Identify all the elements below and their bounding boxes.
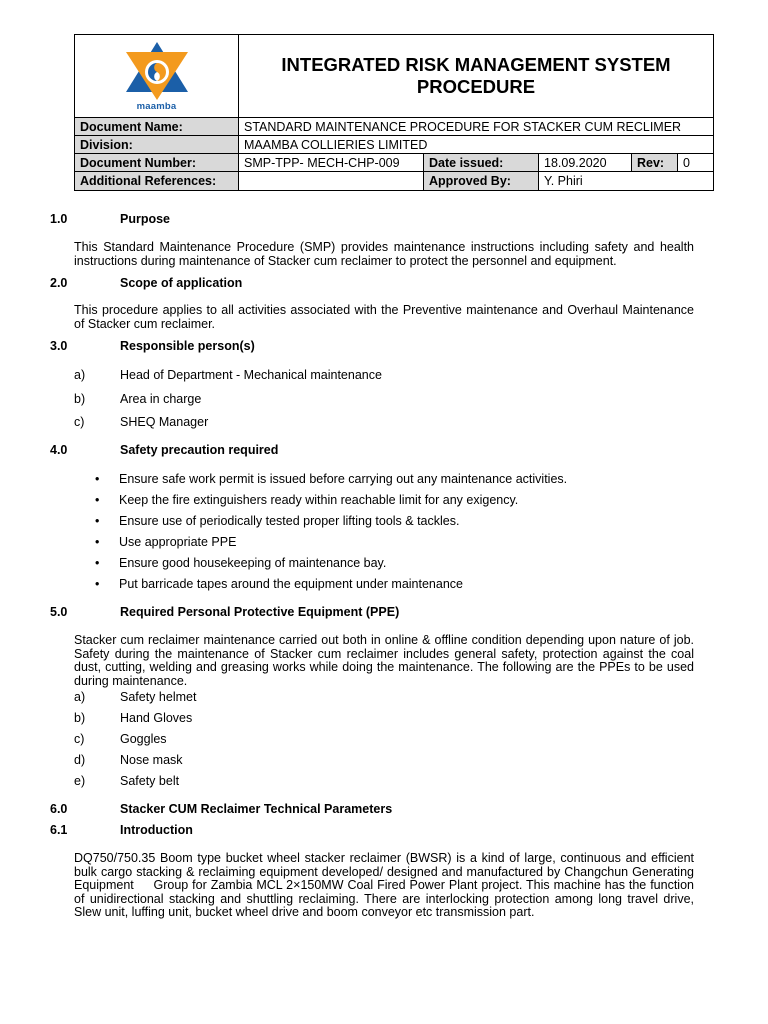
list-text: Hand Gloves — [120, 711, 193, 725]
bullet-text: Use appropriate PPE — [119, 535, 237, 549]
bullet-text: Put barricade tapes around the equipment under maintenance — [119, 577, 463, 591]
company-logo — [75, 35, 239, 117]
bullet-text: Ensure use of periodically tested proper lifting tools & tackles. — [119, 514, 460, 528]
section-heading-scope — [50, 276, 242, 290]
document-number-label: Document Number: — [75, 154, 239, 171]
logo-text: maamba — [136, 101, 177, 112]
list-marker: b) — [74, 711, 86, 725]
section-heading-introduction — [50, 823, 193, 837]
date-issued-label: Date issued: — [424, 154, 539, 171]
section-title: Safety precaution required — [120, 443, 279, 457]
section-title: Responsible person(s) — [120, 339, 255, 353]
approved-by-label: Approved By: — [424, 172, 539, 190]
bullet-icon: • — [95, 472, 100, 486]
list-text: Safety belt — [120, 774, 180, 788]
section-title: Introduction — [120, 823, 193, 837]
list-text: SHEQ Manager — [120, 415, 209, 429]
bullet-text: Ensure safe work permit is issued before carrying out any maintenance activities. — [119, 472, 568, 486]
document-number-value: SMP-TPP- MECH-CHP-009 — [239, 154, 424, 171]
maamba-star-logo-icon — [118, 40, 196, 102]
list-marker: c) — [74, 415, 85, 429]
bullet-icon: • — [95, 535, 100, 549]
row-division — [75, 136, 713, 154]
section-number: 6.0 — [50, 802, 68, 816]
additional-references-value — [239, 172, 424, 190]
section-heading-purpose — [50, 212, 170, 226]
introduction-paragraph: DQ750/750.35 Boom type bucket wheel stacker reclaimer (BWSR) is a kind of large, continuous and efficient bulk cargo stacking & reclaiming equipment developed/ designed and manufactured by Changchun Generating Equipment Group for Zambia MCL 2×150MW Coal Fired Power Plant project. This machine has the function of unidirectional stacking and shuttling reclaiming. There are interlocking protection among long travel drive, Slew unit, luffing unit, bucket wheel drive and boom conveyor etc transmission part. — [74, 851, 698, 919]
row-additional-references — [75, 172, 713, 190]
bullet-item — [95, 493, 518, 507]
list-text: Area in charge — [120, 392, 202, 406]
section-heading-safety — [50, 443, 278, 457]
list-marker: b) — [74, 392, 86, 406]
rev-value: 0 — [683, 155, 690, 170]
row-document-name — [75, 118, 713, 136]
list-item — [74, 392, 201, 406]
list-item — [74, 774, 179, 788]
list-item — [74, 753, 183, 767]
list-item — [74, 415, 208, 429]
list-text: Safety helmet — [120, 690, 197, 704]
section-number: 5.0 — [50, 605, 68, 619]
section-number: 2.0 — [50, 276, 68, 290]
section-heading-responsible — [50, 339, 255, 353]
bullet-icon: • — [95, 514, 100, 528]
section-title-part-c: Technical Parameters — [260, 802, 393, 816]
document-title: INTEGRATED RISK MANAGEMENT SYSTEM PROCEDURE — [281, 54, 671, 97]
section-number: 4.0 — [50, 443, 68, 457]
ppe-paragraph: Stacker cum reclaimer maintenance carried out both in online & offline condition depending upon nature of job. Safety during the maintenance of Stacker cum reclaimer includes general safety, protection against the coal dust, cutting, welding and greasing works while doing the maintenance. The following are the PPEs to be used during maintenance. — [74, 633, 694, 688]
list-item — [74, 711, 192, 725]
list-text: Goggles — [120, 732, 167, 746]
division-label: Division: — [75, 136, 239, 153]
bullet-icon: • — [95, 493, 100, 507]
section-title: Scope of application — [120, 276, 243, 290]
bullet-item — [95, 556, 386, 570]
list-item — [74, 732, 167, 746]
bullet-item — [95, 472, 567, 486]
bullet-icon: • — [95, 577, 100, 591]
list-marker: e) — [74, 774, 86, 788]
section-title-part-a: Stacker CUM — [120, 802, 201, 816]
additional-references-label: Additional References: — [75, 172, 239, 190]
bullet-item — [95, 577, 463, 591]
scope-paragraph: This procedure applies to all activities associated with the Preventive maintenance and Overhaul Maintenance of Stacker cum reclaimer. — [74, 303, 694, 331]
date-issued-value: 18.09.2020 — [539, 154, 632, 171]
list-marker: c) — [74, 732, 85, 746]
list-item — [74, 368, 382, 382]
section-title-part-b: Reclaimer — [200, 802, 261, 816]
section-number: 6.1 — [50, 823, 68, 837]
document-name-value: STANDARD MAINTENANCE PROCEDURE FOR STACKER CUM RECLIMER — [244, 119, 682, 134]
bullet-icon: • — [95, 556, 100, 570]
section-heading-ppe — [50, 605, 399, 619]
section-number: 1.0 — [50, 212, 68, 226]
row-document-number — [75, 154, 713, 172]
header-top-row — [75, 35, 713, 118]
document-header-table — [74, 34, 714, 191]
list-text: Head of Department - Mechanical maintenance — [120, 368, 382, 382]
list-text: Nose mask — [120, 753, 183, 767]
bullet-text: Keep the fire extinguishers ready within reachable limit for any exigency. — [119, 493, 519, 507]
approved-by-value: Y. Phiri — [544, 174, 583, 188]
rev-label: Rev: — [632, 154, 678, 171]
section-number: 3.0 — [50, 339, 68, 353]
document-name-label: Document Name: — [75, 118, 239, 135]
purpose-paragraph: This Standard Maintenance Procedure (SMP) provides maintenance instructions including safety and health instructions during maintenance of Stacker cum reclaimer to protect the personnel and equipment. — [74, 240, 694, 268]
division-value: MAAMBA COLLIERIES LIMITED — [244, 137, 428, 152]
section-title: Required Personal Protective Equipment (PPE) — [120, 605, 400, 619]
list-marker: a) — [74, 690, 86, 704]
list-item — [74, 690, 196, 704]
bullet-text: Ensure good housekeeping of maintenance bay. — [119, 556, 387, 570]
list-marker: d) — [74, 753, 86, 767]
section-title: Purpose — [120, 212, 171, 226]
list-marker: a) — [74, 368, 86, 382]
bullet-item — [95, 514, 459, 528]
bullet-item — [95, 535, 236, 549]
section-heading-technical — [50, 802, 392, 816]
